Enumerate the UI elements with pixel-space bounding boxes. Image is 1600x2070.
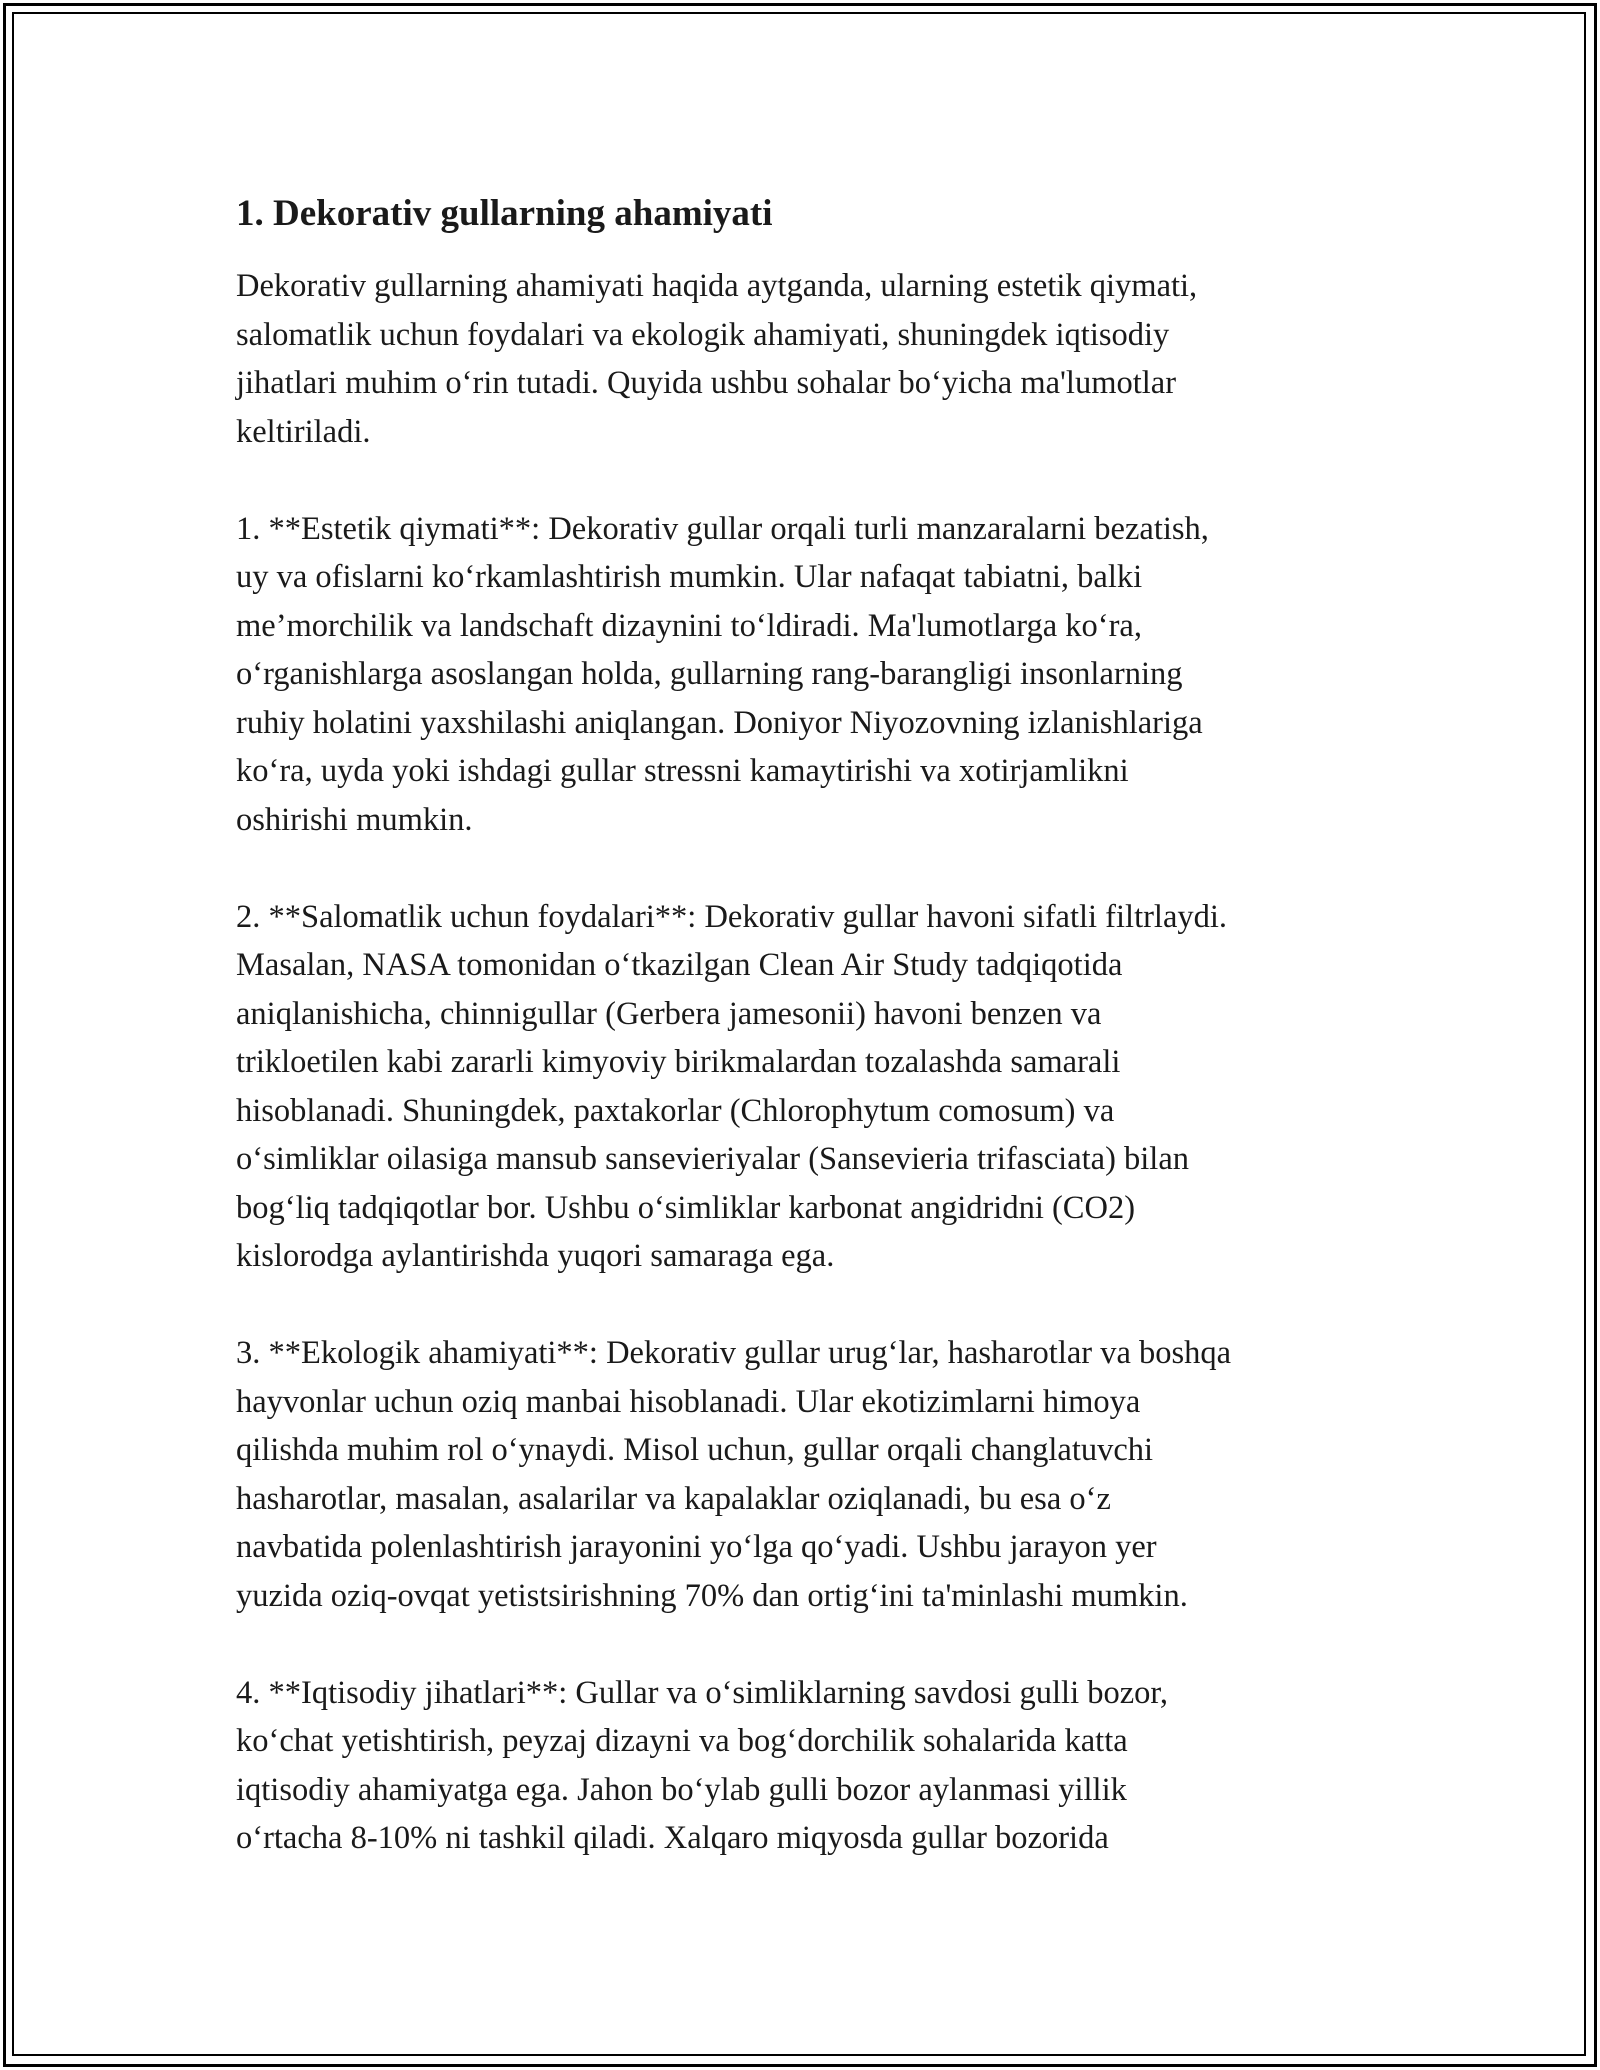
section-heading: 1. Dekorativ gullarning ahamiyati (236, 193, 773, 234)
text-line: hisoblanadi. Shuningdek, paxtakorlar (Chlorophytum comosum) va (236, 1092, 1115, 1129)
text-line: ko‘ra, uyda yoki ishdagi gullar stressni kamaytirishi va xotirjamlikni (236, 753, 1129, 789)
text-line: navbatida polenlashtirish jarayonini yo‘lga qo‘yadi. Ushbu jarayon yer (236, 1529, 1157, 1565)
text-line: o‘rganishlarga asoslangan holda, gullarning rang-barangligi insonlarning (236, 656, 1183, 692)
text-line: keltiriladi. (236, 413, 371, 450)
text-line: ruhiy holatini yaxshilashi aniqlangan. Doniyor Niyozovning izlanishlariga (236, 704, 1203, 741)
text-line: 4. **Iqtisodiy jihatlari**: Gullar va o‘simliklarning savdosi gulli bozor, (236, 1674, 1169, 1711)
text-line: oshirishi mumkin. (236, 801, 473, 838)
economic-aspects-paragraph (236, 1669, 1366, 1863)
text-line: jihatlari muhim o‘rin tutadi. Quyida ushbu sohalar bo‘yicha ma'lumotlar (236, 365, 1177, 401)
text-line: o‘simliklar oilasiga mansub sansevieriyalar (Sansevieria trifasciata) bilan (236, 1141, 1190, 1177)
text-line: kislorodga aylantirishda yuqori samaraga ega. (236, 1238, 835, 1274)
aesthetic-value-paragraph (236, 505, 1366, 845)
text-line: Masalan, NASA tomonidan o‘tkazilgan Clean Air Study tadqiqotida (236, 947, 1123, 983)
text-line: hayvonlar uchun oziq manbai hisoblanadi. Ular ekotizimlarni himoya (236, 1383, 1141, 1420)
text-line: bog‘liq tadqiqotlar bor. Ushbu o‘simliklar karbonat angidridni (CO2) (236, 1189, 1136, 1226)
text-line: hasharotlar, masalan, asalarilar va kapalaklar oziqlanadi, bu esa o‘z (236, 1480, 1111, 1517)
text-line: Dekorativ gullarning ahamiyati haqida aytganda, ularning estetik qiymati, (236, 268, 1198, 304)
text-line: salomatlik uchun foydalari va ekologik ahamiyati, shuningdek iqtisodiy (236, 316, 1170, 353)
text-line: 2. **Salomatlik uchun foydalari**: Dekorativ gullar havoni sifatli filtrlaydi. (236, 898, 1228, 935)
health-benefits-paragraph (236, 893, 1366, 1281)
text-line: iqtisodiy ahamiyatga ega. Jahon bo‘ylab gulli bozor aylanmasi yillik (236, 1771, 1127, 1808)
text-line: ko‘chat yetishtirish, peyzaj dizayni va bog‘dorchilik sohalarida katta (236, 1723, 1128, 1759)
text-line: o‘rtacha 8-10% ni tashkil qiladi. Xalqaro miqyosda gullar bozorida (236, 1820, 1109, 1856)
ecological-importance-paragraph (236, 1329, 1366, 1620)
document-body (236, 186, 1366, 1911)
text-line: qilishda muhim rol o‘ynaydi. Misol uchun, gullar orqali changlatuvchi (236, 1432, 1154, 1468)
text-line: trikloetilen kabi zararli kimyoviy birikmalardan tozalashda samarali (236, 1044, 1121, 1080)
text-line: aniqlanishicha, chinnigullar (Gerbera jamesonii) havoni benzen va (236, 995, 1102, 1032)
text-line: 3. **Ekologik ahamiyati**: Dekorativ gullar urug‘lar, hasharotlar va boshqa (236, 1335, 1232, 1371)
text-line: yuzida oziq-ovqat yetistsirishning 70% dan ortig‘ini ta'minlashi mumkin. (236, 1577, 1188, 1614)
text-line: 1. **Estetik qiymati**: Dekorativ gullar orqali turli manzaralarni bezatish, (236, 510, 1209, 547)
text-line: me’morchilik va landschaft dizaynini to‘ldiradi. Ma'lumotlarga ko‘ra, (236, 607, 1142, 644)
intro-paragraph (236, 262, 1366, 456)
text-line: uy va ofislarni ko‘rkamlashtirish mumkin. Ular nafaqat tabiatni, balki (236, 559, 1143, 595)
